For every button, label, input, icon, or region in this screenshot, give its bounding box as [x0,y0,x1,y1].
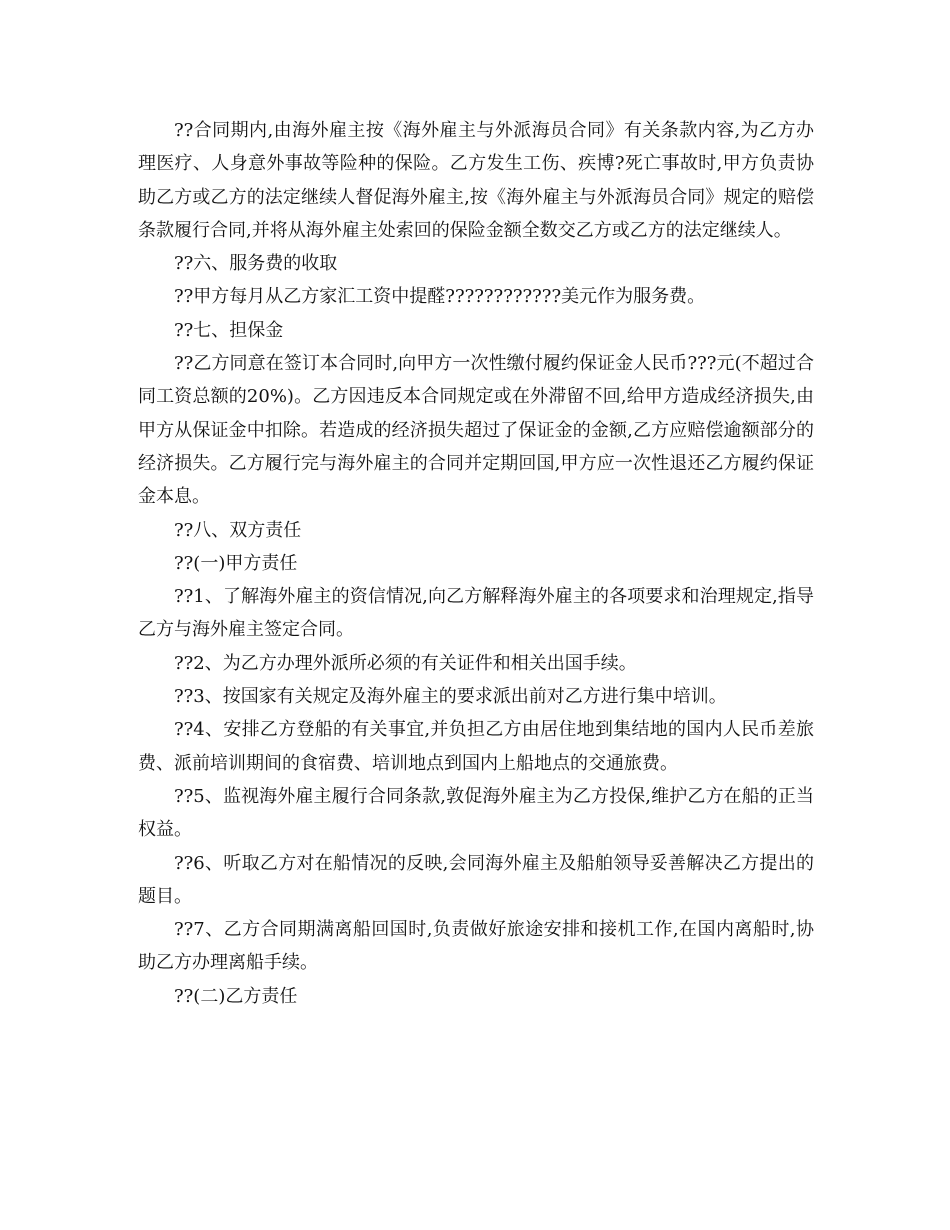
paragraph-service-fee: ??甲方每月从乙方家汇工资中提醛????????????美元作为服务费。 [174,286,706,308]
party-a-item-7: ??7、乙方合同期满离船回国时,负责做好旅途安排和接机工作,在国内离船时,协助乙方办理离船手续。 [138,919,814,974]
party-a-item-6: ??6、听取乙方对在船情况的反映,会同海外雇主及船舶领导妥善解决乙方提出的题目。 [138,852,814,907]
document-body [138,114,814,1013]
paragraph-insurance: ??合同期内,由海外雇主按《海外雇主与外派海员合同》有关条款内容,为乙方办理医疗、人身意外事故等险种的保险。乙方发生工伤、疾博?死亡事故时,甲方负责协助乙方或乙方的法定继续人督促海外雇主,按《海外雇主与外派海员合同》规定的赔偿条款履行合同,并将从海外雇主处索回的保险金额全数交乙方或乙方的法定继续人。 [138,120,814,241]
party-a-item-1: ??1、了解海外雇主的资信情况,向乙方解释海外雇主的各项要求和治理规定,指导乙方与海外雇主签定合同。 [138,586,814,641]
heading-party-a-responsibilities: ??(一)甲方责任 [174,552,298,574]
heading-guarantee: ??七、担保金 [174,319,284,341]
party-a-item-4: ??4、安排乙方登船的有关事宜,并负担乙方由居住地到集结地的国内人民币差旅费、派前培训期间的食宿费、培训地点到国内上船地点的交通旅费。 [138,719,814,774]
heading-service-fee: ??六、服务费的收取 [174,253,338,275]
party-a-item-2: ??2、为乙方办理外派所必须的有关证件和相关出国手续。 [174,652,637,674]
party-a-item-5: ??5、监视海外雇主履行合同条款,敦促海外雇主为乙方投保,维护乙方在船的正当权益。 [138,785,814,841]
party-a-item-3: ??3、按国家有关规定及海外雇主的要求派出前对乙方进行集中培训。 [174,686,727,708]
heading-party-b-responsibilities: ??(二)乙方责任 [174,985,298,1007]
heading-responsibilities: ??八、双方责任 [174,519,302,541]
paragraph-guarantee: ??乙方同意在签订本合同时,向甲方一次性缴付履约保证金人民币???元(不超过合同工资总额的20%)。乙方因违反本合同规定或在外滞留不回,给甲方造成经济损失,由甲方从保证金中扣除。若造成的经济损失超过了保证金的金额,乙方应赔偿逾额部分的经济损失。乙方履行完与海外雇主的合同并定期回国,甲方应一次性退还乙方履约保证金本息。 [138,353,814,508]
